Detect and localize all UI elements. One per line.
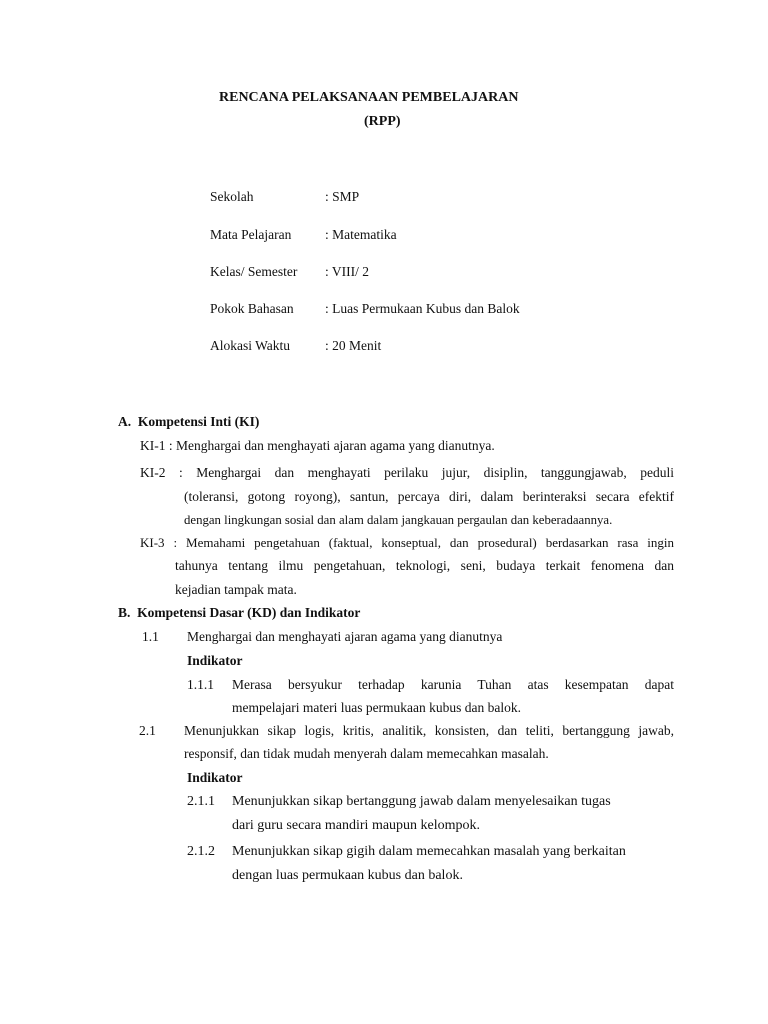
ki3-line2: tahunya tentang ilmu pengetahuan, teknologi, seni, budaya terkait fenomena dan: [175, 558, 674, 573]
kd2-line2: responsif, dan tidak mudah menyerah dalam memecahkan masalah.: [184, 746, 549, 761]
kd1-text: Menghargai dan menghayati ajaran agama yang dianutnya: [187, 629, 503, 644]
ki2-line3: dengan lingkungan sosial dan alam dalam jangkauan pergaulan dan keberadaannya.: [184, 513, 613, 527]
identity-label-kelas-semester: Kelas/ Semester: [210, 264, 298, 279]
ki3-line1: KI-3 : Memahami pengetahuan (faktual, konseptual, dan prosedural) berdasarkan rasa ingin: [140, 535, 674, 550]
ind-1-1-1-number: 1.1.1: [187, 677, 214, 692]
identity-label-alokasi-waktu: Alokasi Waktu: [210, 338, 291, 353]
ki3-line3: kejadian tampak mata.: [175, 582, 297, 597]
identity-value-kelas-semester: : VIII/ 2: [325, 264, 369, 279]
document-subtitle: (RPP): [364, 114, 401, 129]
kd1-indikator-label: Indikator: [187, 653, 243, 668]
identity-value-alokasi-waktu: : 20 Menit: [325, 338, 382, 353]
ind-2-1-2-line2: dengan luas permukaan kubus dan balok.: [232, 868, 463, 883]
kd2-indikator-label: Indikator: [187, 770, 243, 785]
identity-label-mata-pelajaran: Mata Pelajaran: [210, 227, 292, 242]
kd2-number: 2.1: [139, 723, 156, 738]
ki1-text: KI-1 : Menghargai dan menghayati ajaran agama yang dianutnya.: [140, 438, 495, 453]
identity-label-sekolah: Sekolah: [210, 189, 254, 204]
ind-2-1-1-number: 2.1.1: [187, 794, 215, 809]
section-a-heading: A. Kompetensi Inti (KI): [118, 414, 260, 429]
identity-value-mata-pelajaran: : Matematika: [325, 227, 397, 242]
section-b-heading: B. Kompetensi Dasar (KD) dan Indikator: [118, 605, 361, 620]
ind-2-1-1-line2: dari guru secara mandiri maupun kelompok.: [232, 818, 481, 833]
identity-value-pokok-bahasan: : Luas Permukaan Kubus dan Balok: [325, 301, 520, 316]
identity-value-sekolah: : SMP: [325, 189, 360, 204]
ind-1-1-1-line1: Merasa bersyukur terhadap karunia Tuhan atas kesempatan dapat: [232, 677, 674, 692]
ki2-line1: KI-2 : Menghargai dan menghayati perilaku jujur, disiplin, tanggungjawab, peduli: [140, 465, 674, 480]
kd1-number: 1.1: [142, 629, 159, 644]
ki2-line2: (toleransi, gotong royong), santun, percaya diri, dalam berinteraksi secara efektif: [184, 489, 674, 504]
document-title: RENCANA PELAKSANAAN PEMBELAJARAN: [219, 90, 519, 105]
identity-label-pokok-bahasan: Pokok Bahasan: [210, 301, 294, 316]
ind-2-1-1-line1: Menunjukkan sikap bertanggung jawab dalam menyelesaikan tugas: [232, 794, 611, 809]
ind-2-1-2-line1: Menunjukkan sikap gigih dalam memecahkan masalah yang berkaitan: [232, 844, 626, 859]
ind-1-1-1-line2: mempelajari materi luas permukaan kubus dan balok.: [232, 700, 522, 715]
ind-2-1-2-number: 2.1.2: [187, 844, 215, 859]
kd2-line1: Menunjukkan sikap logis, kritis, analitik, konsisten, dan teliti, bertanggung jawab,: [184, 723, 674, 738]
